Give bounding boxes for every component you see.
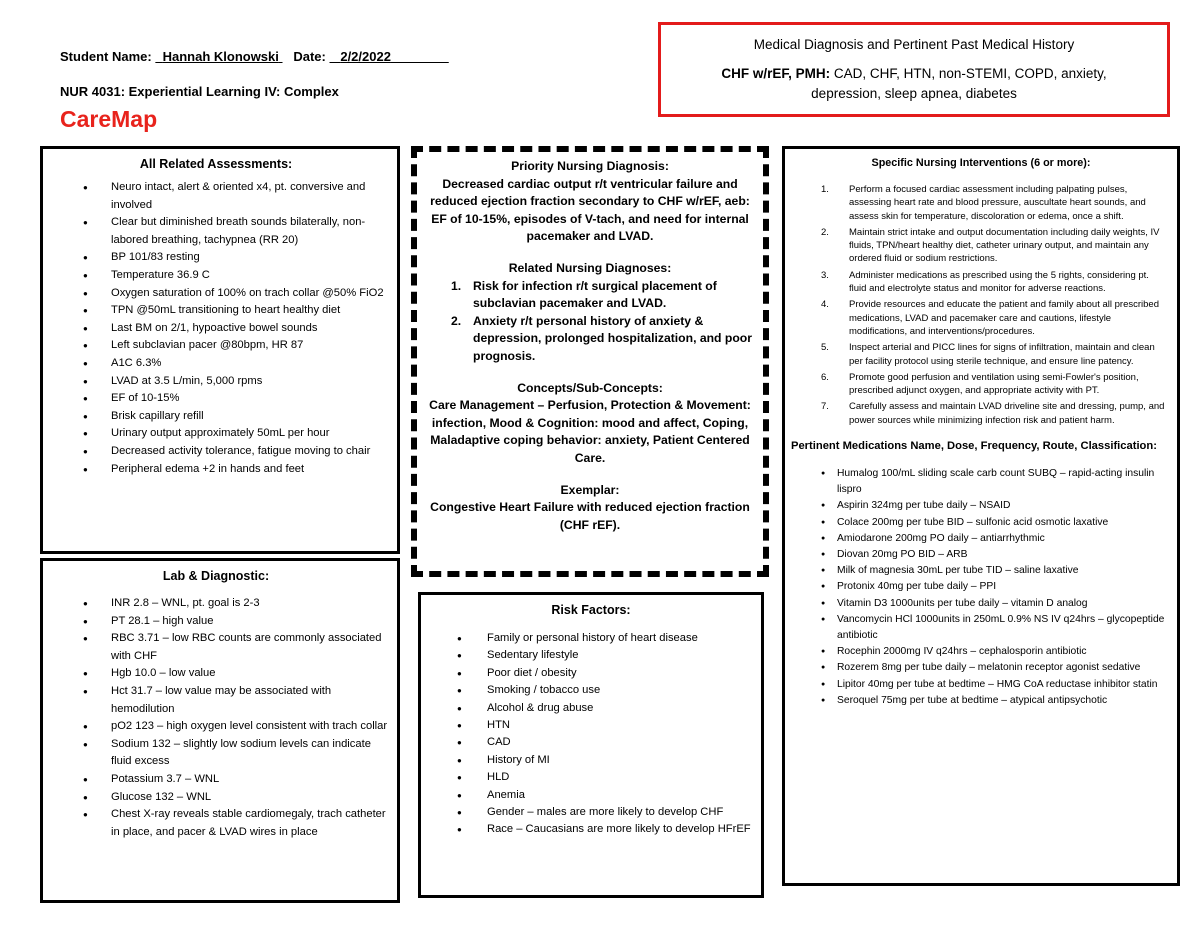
list-item: ● PT 28.1 – high value [43,613,389,631]
list-item: ● Vitamin D3 1000units per tube daily – vitamin D analog [791,596,1171,612]
list-item: 6. Promote good perfusion and ventilation using semi-Fowler's position, prescribed adjunct oxygen, and appropriate activity with PT. [821,371,1139,397]
medications-list [791,466,1171,709]
list-item: ● Potassium 3.7 – WNL [43,771,389,789]
list-item: 1. Risk for infection r/t surgical placement of subclavian pacemaker and LVAD. [451,278,717,311]
list-item: 7. Carefully assess and maintain LVAD driveline site and dressing, pump, and power sources while minimizing infection risk and patient harm. [821,401,1165,426]
list-item: 2. Maintain strict intake and output documentation including daily weights, IV fluids, TPN/heart healthy diet, catheter urinary output, and maintain any ordered fluid or sodium restrictions. [821,226,1160,265]
list-item: ● Oxygen saturation of 100% on trach collar @50% FiO2 [43,285,389,303]
list-item: ● Rocephin 2000mg IV q24hrs – cephalosporin antibiotic [791,644,1171,660]
exemplar-text: Congestive Heart Failure with reduced ejection fraction (CHF rEF). [430,500,750,532]
list-item: ● Clear but diminished breath sounds bilaterally, non-labored breathing, tachypnea (RR 20) [43,214,389,249]
list-item: ● A1C 6.3% [43,355,389,373]
list-item: ● Urinary output approximately 50mL per hour [43,425,389,443]
related-list [427,278,753,366]
list-item: ● Brisk capillary refill [43,408,389,426]
list-item: ● Aspirin 324mg per tube daily – NSAID [791,498,1171,514]
list-item: ● Decreased activity tolerance, fatigue moving to chair [43,443,389,461]
list-item: ● INR 2.8 – WNL, pt. goal is 2-3 [43,595,389,613]
list-item: ● TPN @50mL transitioning to heart healthy diet [43,302,389,320]
list-item: 2. Anxiety r/t personal history of anxiety & depression, prolonged hospitalization, and poor prognosis. [451,313,752,363]
list-item: 5. Inspect arterial and PICC lines for signs of infiltration, maintain and clean per facility protocol using sterile technique, and ensure line patency. [821,342,1155,367]
list-item: ● Amiodarone 200mg PO daily – antiarrhythmic [791,531,1171,547]
student-line [60,49,449,64]
list-item: ● Seroquel 75mg per tube at bedtime – atypical antipsychotic [791,693,1171,709]
date-label: Date: [293,49,326,64]
list-item: ● BP 101/83 resting [43,249,389,267]
list-item: ● Left subclavian pacer @80bpm, HR 87 [43,337,389,355]
labs-box [40,558,400,903]
page-title: CareMap [60,106,158,132]
diagnosis-line-2: depression, sleep apnea, diabetes [811,86,1017,101]
diagnosis-line-1: CHF w/rEF, PMH: CAD, CHF, HTN, non-STEMI, COPD, anxiety, [721,66,1107,81]
list-item: ● Colace 200mg per tube BID – sulfonic acid osmotic laxative [791,515,1171,531]
assessments-title: All Related Assessments: [139,157,293,171]
medications-title: Pertinent Medications Name, Dose, Frequency, Route, Classification: [791,440,1157,453]
diagnosis-title: Medical Diagnosis and Pertinent Past Medical History [753,37,1075,52]
list-item: ● History of MI [421,752,761,769]
list-item: ● Rozerem 8mg per tube daily – melatonin receptor agonist sedative [791,660,1171,676]
concepts-title: Concepts/Sub-Concepts: [517,380,663,395]
labs-title: Lab & Diagnostic: [162,569,270,583]
list-item: ● Poor diet / obesity [421,665,761,682]
list-item: ● CAD [421,734,761,751]
priority-diagnosis-box [411,146,769,577]
labs-list [43,595,389,841]
list-item: ● Sedentary lifestyle [421,647,761,664]
list-item: 3. Administer medications as prescribed using the 5 rights, considering pt. fluid and electrolyte status and monitor for adverse reactions. [821,269,1149,295]
related-title: Related Nursing Diagnoses: [508,260,672,275]
list-item: ● HLD [421,769,761,786]
list-item: ● Milk of magnesia 30mL per tube TID – saline laxative [791,563,1171,579]
priority-title: Priority Nursing Diagnosis: [511,159,669,173]
risk-list [421,630,761,839]
list-item: ● Hgb 10.0 – low value [43,665,389,683]
list-item: ● Gender – males are more likely to develop CHF [421,804,761,821]
concepts-text: Care Management – Perfusion, Protection & Movement: infection, Mood & Cognition: mood and affect, Coping, Maladaptive coping behavior: anxiety, Patient Centered Care. [429,398,751,465]
list-item: ● Protonix 40mg per tube daily – PPI [791,579,1171,595]
priority-text: Decreased cardiac output r/t ventricular failure and reduced ejection fraction secondary to CHF w/rEF, aeb: EF of 10-15%, episodes of V-tach, and need for internal pacemaker and LVAD. [430,176,750,244]
risk-factors-box [418,592,764,898]
list-item: ● Glucose 132 – WNL [43,789,389,807]
list-item: ● LVAD at 3.5 L/min, 5,000 rpms [43,373,389,391]
list-item: ● Peripheral edema +2 in hands and feet [43,461,389,479]
list-item: ● Diovan 20mg PO BID – ARB [791,547,1171,563]
list-item: ● Lipitor 40mg per tube at bedtime – HMG CoA reductase inhibitor statin [791,677,1171,693]
list-item: ● Humalog 100/mL sliding scale carb count SUBQ – rapid-acting insulin lispro [791,466,1171,498]
list-item: 1. Perform a focused cardiac assessment including palpating pulses, assessing heart rate and blood pressure, auscultate heart sounds, and assess skin for temperature, discoloration or edema, once a shift. [821,184,1146,222]
student-name: Hannah Klonowski [162,49,279,64]
interventions-title: Specific Nursing Interventions (6 or more): [871,157,1091,169]
student-label: Student Name: [60,49,152,64]
list-item: ● Alcohol & drug abuse [421,700,761,717]
list-item: ● EF of 10-15% [43,390,389,408]
list-item: ● RBC 3.71 – low RBC counts are commonly associated with CHF [43,630,389,665]
interventions-box [782,146,1180,886]
assessments-list [43,179,389,478]
list-item: ● pO2 123 – high oxygen level consistent with trach collar [43,718,389,736]
assessments-box [40,146,400,554]
list-item: ● Race – Caucasians are more likely to develop HFrEF [421,821,761,838]
list-item: ● Vancomycin HCl 1000units in 250mL 0.9% NS IV q24hrs – glycopeptide antibiotic [791,612,1171,644]
list-item: ● HTN [421,717,761,734]
exemplar-title: Exemplar: [560,482,620,497]
list-item: ● Last BM on 2/1, hypoactive bowel sounds [43,320,389,338]
list-item: ● Smoking / tobacco use [421,682,761,699]
list-item: ● Family or personal history of heart disease [421,630,761,647]
interventions-list [791,183,1171,427]
diagnosis-box [658,22,1170,117]
list-item: ● Neuro intact, alert & oriented x4, pt. conversive and involved [43,179,389,214]
list-item: 4. Provide resources and educate the patient and family about all prescribed medications, LVAD and pacemaker care and cautions, lifestyle modifications, and interventions/procedures. [821,299,1159,337]
course-title: NUR 4031: Experiential Learning IV: Complex [60,84,339,99]
list-item: ● Hct 31.7 – low value may be associated with hemodilution [43,683,389,718]
list-item: ● Chest X-ray reveals stable cardiomegaly, trach catheter in place, and pacer & LVAD wires in place [43,806,389,841]
list-item: ● Anemia [421,787,761,804]
risk-title: Risk Factors: [551,603,631,617]
list-item: ● Sodium 132 – slightly low sodium levels can indicate fluid excess [43,736,389,771]
list-item: ● Temperature 36.9 C [43,267,389,285]
date-value: 2/2/2022 [340,49,391,64]
